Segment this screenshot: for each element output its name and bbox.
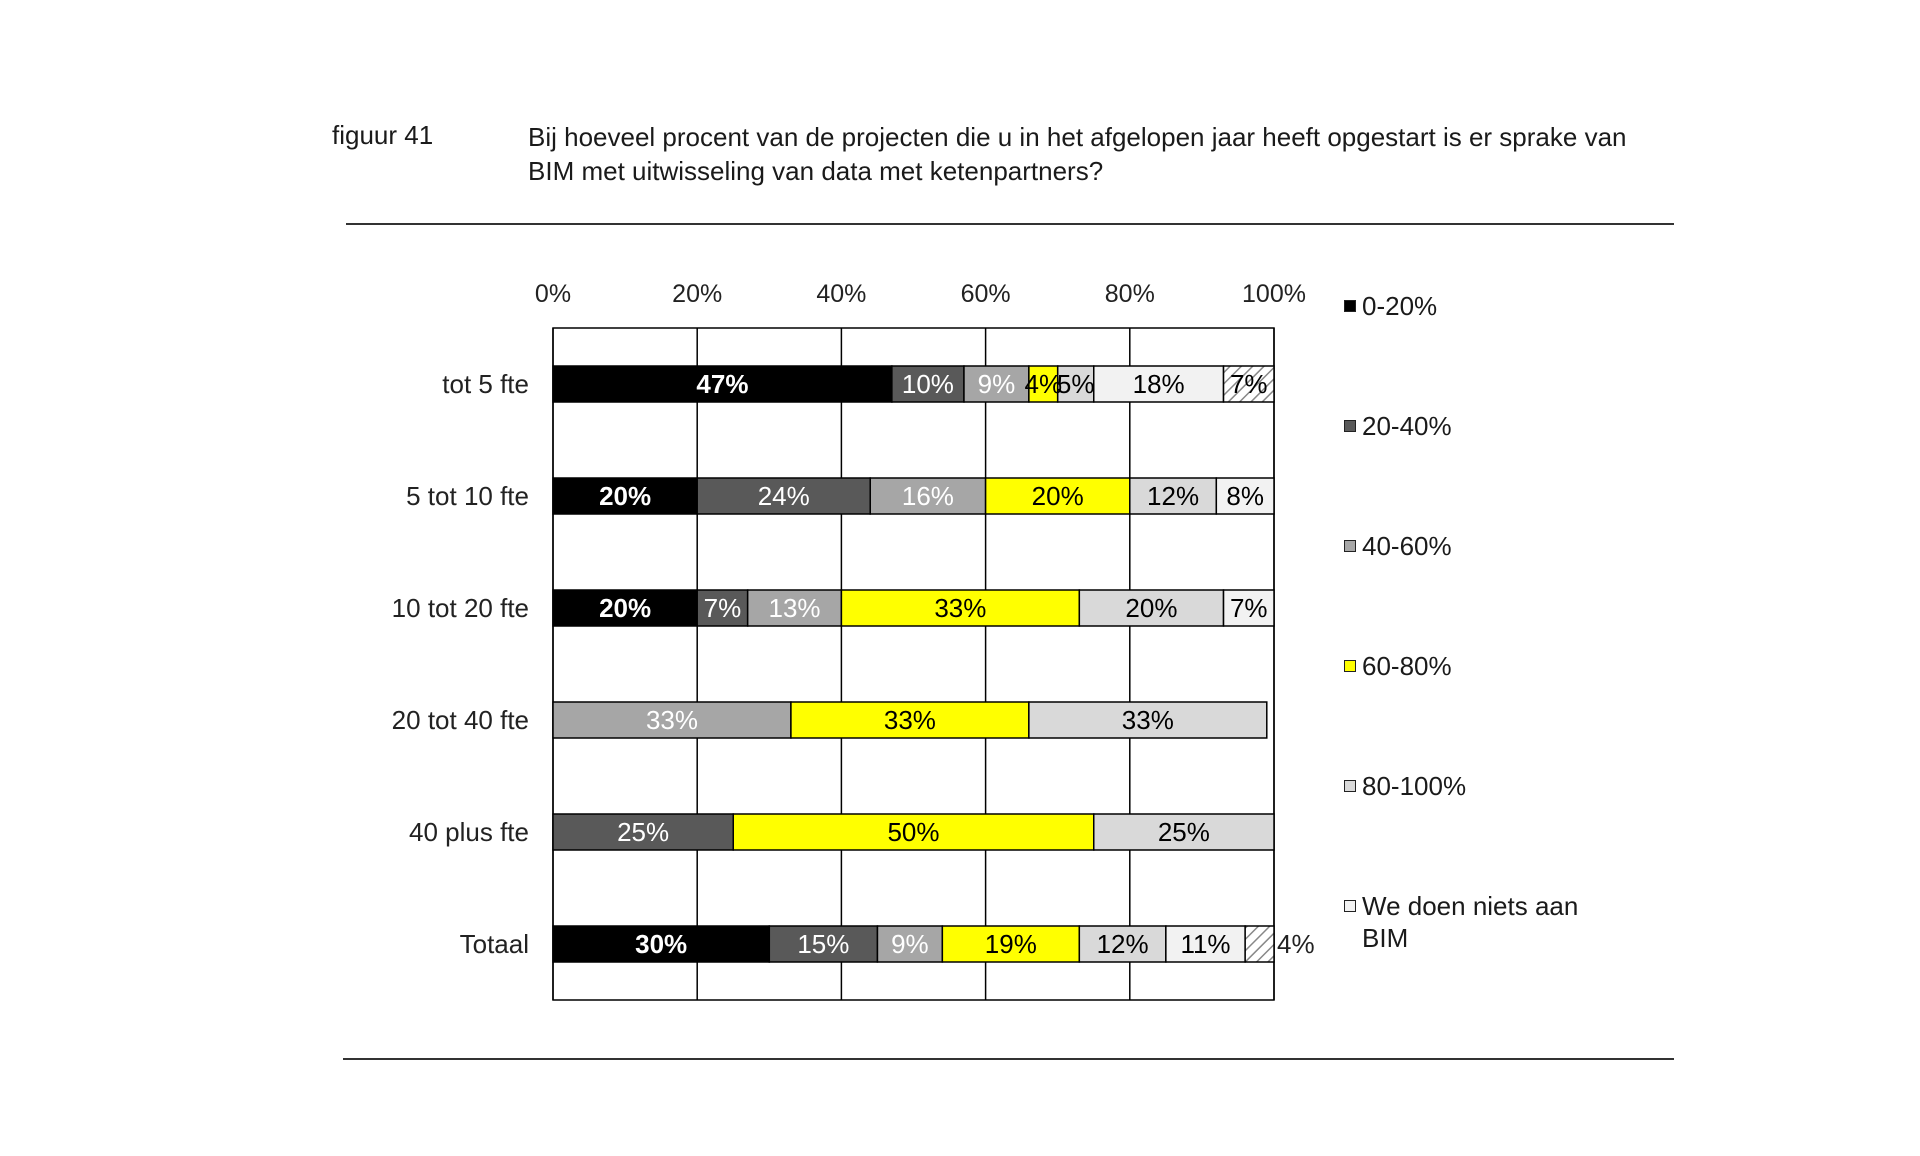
legend-swatch [1344,660,1356,672]
category-label: tot 5 fte [442,369,529,399]
data-label: 20% [599,593,652,623]
data-label: 15% [797,929,850,959]
data-label: 50% [887,817,940,847]
data-label: 7% [1229,369,1268,399]
data-label: 20% [1125,593,1178,623]
legend-label: 60-80% [1362,651,1452,681]
data-label: 18% [1132,369,1185,399]
data-label: 33% [934,593,987,623]
legend-swatch [1344,780,1356,792]
legend-item [1344,410,1644,442]
data-label: 10% [901,369,954,399]
data-label: 7% [703,593,742,623]
data-label: 33% [883,705,936,735]
legend-label: 0-20% [1362,291,1438,321]
data-label: 33% [645,705,698,735]
x-tick-label: 80% [1104,280,1155,308]
x-tick-label: 60% [960,280,1011,308]
category-label: 10 tot 20 fte [391,593,529,623]
legend-swatch [1344,540,1356,552]
x-tick-label: 100% [1242,280,1306,308]
legend-swatch [1344,420,1356,432]
legend-label: We doen niets aan BIM [1362,891,1579,953]
legend-label: 20-40% [1362,411,1452,441]
data-label: 19% [984,929,1037,959]
x-tick-label: 0% [534,280,572,308]
figure-label: figuur 41 [332,120,434,150]
data-label: 30% [635,929,688,959]
data-label: 12% [1096,929,1149,959]
data-label: 4% [1277,929,1315,959]
data-label: 12% [1147,481,1200,511]
data-label: 16% [901,481,954,511]
data-label: 4% [1024,369,1063,399]
plot-frame [553,328,1274,1000]
figure-title: Bij hoeveel procent van de projecten die u in het afgelopen jaar heeft opgestart is er sprake van BIM met uitwisseling van data met ketenpartners? [528,122,1627,186]
legend-item [1344,290,1644,322]
legend-label: 40-60% [1362,531,1452,561]
category-label: 40 plus fte [409,817,529,847]
data-label: 47% [696,369,749,399]
data-label: 25% [617,817,670,847]
bar-segment [1245,926,1274,962]
data-label: 13% [768,593,821,623]
data-label: 20% [1031,481,1084,511]
data-label: 5% [1056,369,1095,399]
legend-swatch [1344,300,1356,312]
x-tick-label: 40% [816,280,867,308]
data-label: 9% [891,929,929,959]
x-tick-label: 20% [672,280,723,308]
data-label: 33% [1121,705,1174,735]
category-label: 20 tot 40 fte [391,705,529,735]
legend-swatch [1344,900,1356,912]
category-label: Totaal [459,929,529,959]
data-label: 9% [977,369,1016,399]
data-label: 7% [1229,593,1268,623]
legend-item [1344,890,1644,954]
data-label: 8% [1226,481,1264,511]
legend-item [1344,530,1644,562]
legend-item [1344,770,1644,802]
legend-label: 80-100% [1362,771,1467,801]
legend-item [1344,650,1644,682]
bottom-rule [343,1058,1674,1060]
category-label: 5 tot 10 fte [406,481,529,511]
data-label: 11% [1180,929,1231,959]
data-label: 20% [599,481,652,511]
data-label: 24% [757,481,810,511]
data-label: 25% [1157,817,1210,847]
